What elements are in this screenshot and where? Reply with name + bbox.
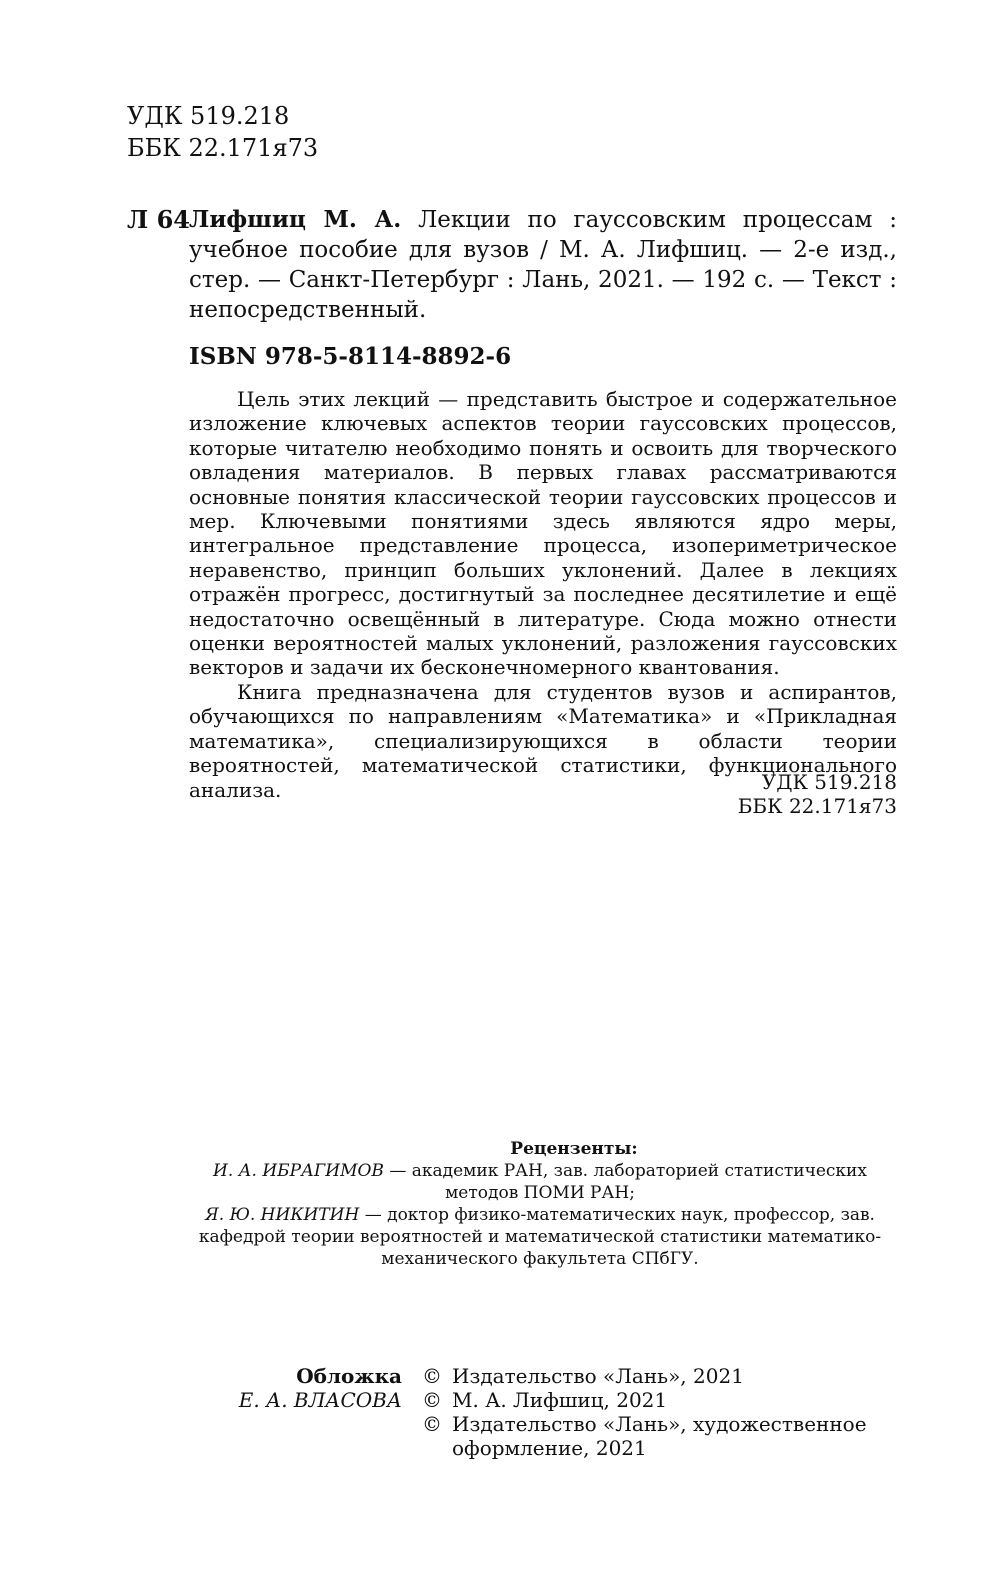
cover-label: Обложка <box>296 1364 402 1388</box>
copyright-row <box>190 1364 890 1388</box>
reviewer-1-name: И. А. ИБРАГИМОВ <box>213 1161 384 1181</box>
copyright-row <box>190 1388 890 1412</box>
reviewer-1 <box>190 1160 890 1204</box>
udk-bbk-footer <box>738 770 897 818</box>
reviewer-2-text: — доктор физико-математических наук, профессор, зав. кафедрой теории вероятностей и математической статистики математико-механического факультета СПбГУ. <box>198 1205 882 1269</box>
reviewer-1-text: — академик РАН, зав. лабораторией статистических методов ПОМИ РАН; <box>383 1161 867 1203</box>
bibliographic-record <box>189 205 897 325</box>
reviewer-2 <box>190 1204 890 1270</box>
reviewer-2-name: Я. Ю. НИКИТИН <box>205 1205 360 1225</box>
copyright-symbol: © <box>422 1412 442 1436</box>
abstract-paragraph-1: Цель этих лекций — представить быстрое и содержательное изложение ключевых аспектов теории гауссовских процессов, которые читателю необходимо понять и освоить для творческого овладения материалов. В первых главах рассматриваются основные понятия классической теории гауссовских процессов и мер. Ключевыми понятиями здесь являются ядро меры, интегральное представление процесса, изопериметрическое неравенство, принцип больших уклонений. Далее в лекциях отражён прогресс, достигнутый за последнее десятилетие и ещё недостаточно освещённый в литературе. Сюда можно отнести оценки вероятностей малых уклонений, разложения гауссовских векторов и задачи их бесконечномерного квантования. <box>189 387 897 680</box>
copyright-block <box>190 1364 890 1460</box>
copyright-line: Издательство «Лань», 2021 <box>452 1364 744 1388</box>
author-name: Лифшиц М. А. <box>189 206 402 233</box>
udk-code: УДК 519.218 <box>127 102 290 130</box>
reviewers-title: Рецензенты: <box>510 1139 638 1159</box>
bbk-code: ББК 22.171я73 <box>127 134 319 162</box>
isbn: ISBN 978-5-8114-8892-6 <box>189 343 512 370</box>
copyright-row <box>190 1412 890 1460</box>
copyright-line: Издательство «Лань», художественное оформление, 2021 <box>452 1412 867 1460</box>
udk-code-bottom: УДК 519.218 <box>761 770 897 794</box>
bbk-code-bottom: ББК 22.171я73 <box>737 794 897 818</box>
abstract <box>189 387 897 802</box>
copyright-symbol: © <box>422 1364 442 1388</box>
abstract-paragraph-2: Книга предназначена для студентов вузов и аспирантов, обучающихся по направлениям «Математика» и «Прикладная математика», специализирующихся в области теории вероятностей, математической статистики, функционального анализа. <box>189 679 897 802</box>
library-code: Л 64 <box>127 205 190 234</box>
copyright-symbol: © <box>422 1388 442 1412</box>
copyright-line: М. А. Лифшиц, 2021 <box>452 1388 668 1412</box>
udk-bbk-header <box>127 100 318 164</box>
reviewers-block <box>190 1138 890 1270</box>
bibliographic-text: Лекции по гауссовским процессам : учебное пособие для вузов / М. А. Лифшиц. — 2-е изд., стер. — Санкт-Петербург : Лань, 2021. — 192 с. — Текст : непосредственный. <box>189 207 898 323</box>
cover-artist: Е. А. ВЛАСОВА <box>238 1388 402 1412</box>
